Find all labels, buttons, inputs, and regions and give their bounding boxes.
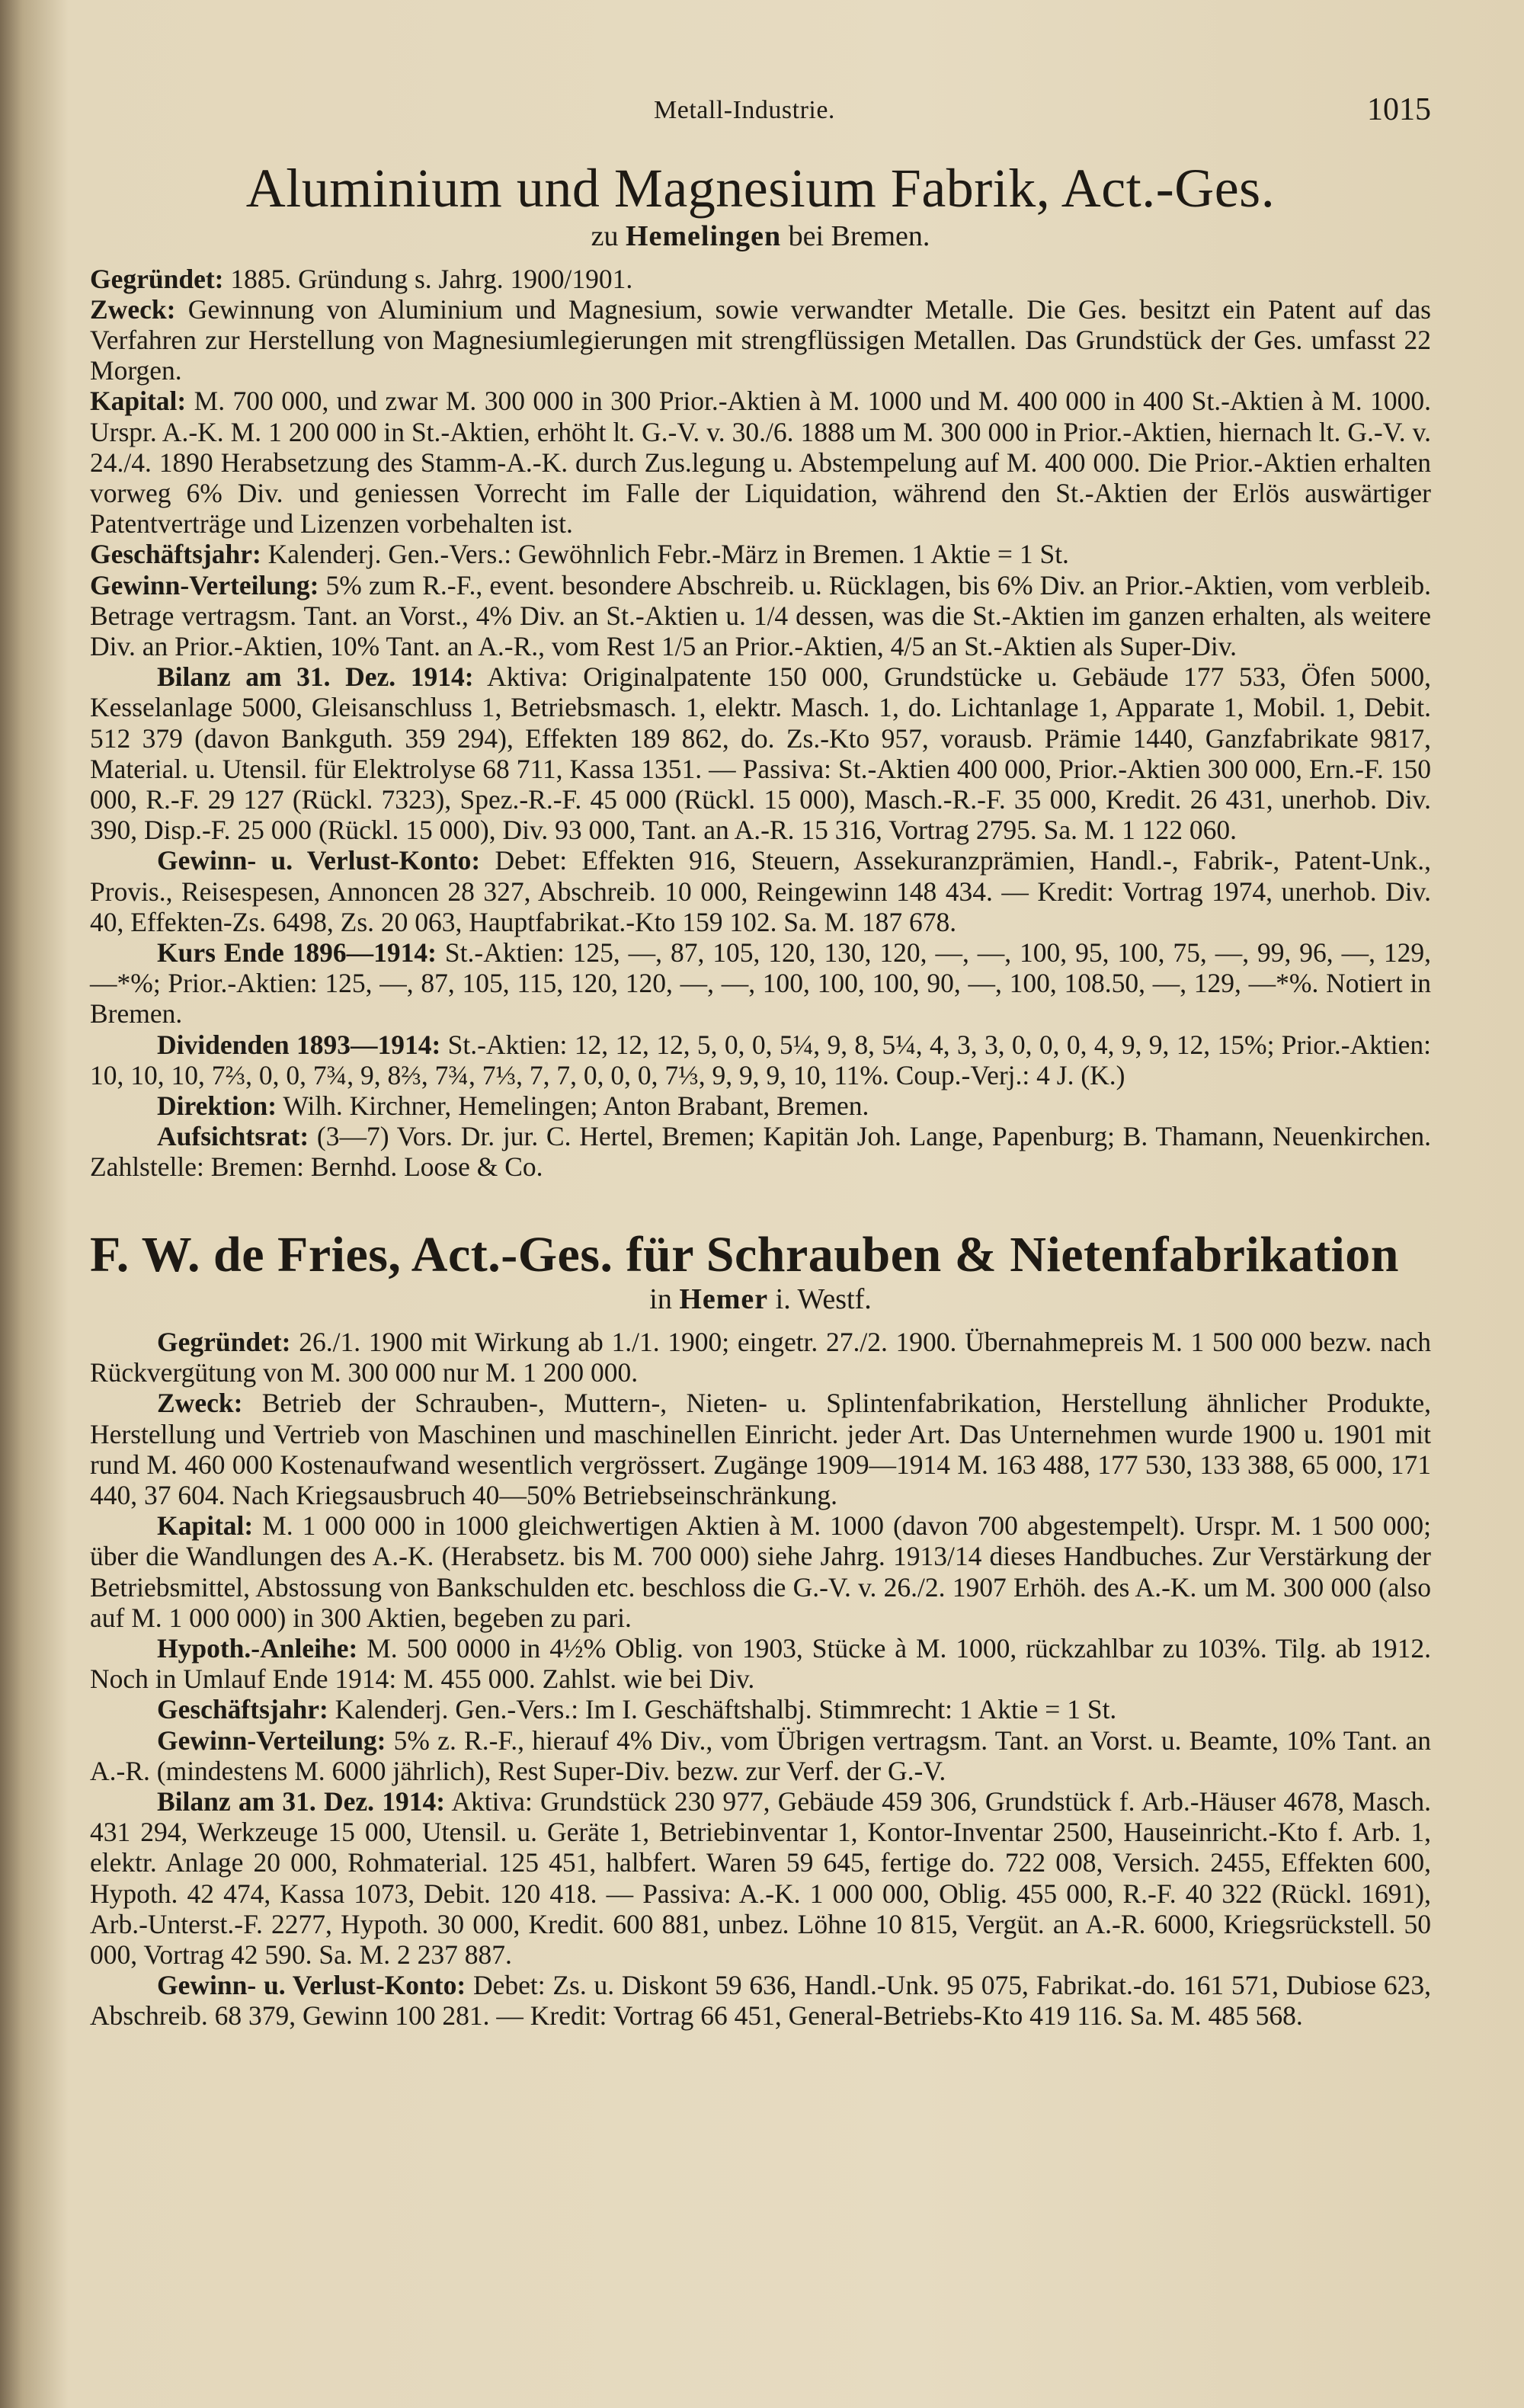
running-title: Metall-Industrie. [654, 96, 835, 124]
c2-fiscal-year: Geschäftsjahr: Kalenderj. Gen.-Vers.: Im I. Geschäftshalbj. Stimmrecht: 1 Aktie = 1 St. [157, 1694, 1117, 1725]
page-number: 1015 [1367, 92, 1431, 127]
c1-management: Direktion: Wilh. Kirchner, Hemelingen; Anton Brabant, Bremen. [157, 1090, 869, 1122]
c1-dividends: Dividenden 1893—1914: St.-Aktien: 12, 12, 12, 5, 0, 0, 5¼, 9, 8, 5¼, 4, 3, 3, 0, 0, 0, 4, 9, 9, 12, 15%; Prior.-Aktien: 10, 10, 10, 7⅔, 0, 0, 7¾, 9, 8⅔, 7¾, 7⅓, 7, 7, 0, 0, 0, 7⅓, 9, 9, 9, 10, 11%. Coup.-Verj.: 4 J. (K.) [90, 1029, 1431, 1090]
c2-founded: Gegründet: 26./1. 1900 mit Wirkung ab 1./1. 1900; eingetr. 27./2. 1900. Übernahmepreis M. 1 500 000 bezw. nach Rückvergütung von M. 300 000 nur M. 1 200 000. [90, 1326, 1431, 1388]
c1-founded: Gegründet: 1885. Gründung s. Jahrg. 1900/1901. [90, 263, 633, 294]
c1-profit-distribution: Gewinn-Verteilung: 5% zum R.-F., event. besondere Abschreib. u. Rücklagen, bis 6% Div. an Prior.-Aktien, vom verbleib. Betrage vertragsm. Tant. an Vorst., 4% Div. an St.-Aktien u. 1/4 dessen, was die St.-Aktien im ganzen erhalten, als weitere Div. an Prior.-Aktien, 10% Tant. an A.-R., vom Rest 1/5 an Prior.-Aktien, 4/5 an St.-Aktien als Super-Div. [90, 569, 1431, 662]
c2-profit-distribution: Gewinn-Verteilung: 5% z. R.-F., hierauf 4% Div., vom Übrigen vertragsm. Tant. an Vorst. u. Beamte, 10% Tant. an A.-R. (mindestens M. 6000 jährlich), Rest Super-Div. bezw. zur Verf. der G.-V. [90, 1724, 1431, 1786]
c1-balance-sheet: Bilanz am 31. Dez. 1914: Aktiva: Originalpatente 150 000, Grundstücke u. Gebäude 177 533, Öfen 5000, Kesselanlage 5000, Gleisanschluss 1, Betriebsmasch. 1, elektr. Masch. 1, do. Lichtanlage 1, Apparate 1, Mobil. 1, Debit. 512 379 (davon Bankguth. 359 294), Effekten 189 862, do. Zs.-Kto 957, vorausb. Prämie 1440, Ganzfabrikate 9817, Material. u. Utensil. für Elektrolyse 68 711, Kassa 1351. — Passiva: St.-Aktien 400 000, Prior.-Aktien 300 000, Ern.-F. 150 000, R.-F. 29 127 (Rückl. 7323), Spez.-R.-F. 45 000 (Rückl. 15 000), Masch.-R.-F. 35 000, Kredit. 26 431, unerhob. Div. 390, Disp.-F. 25 000 (Rückl. 15 000), Div. 93 000, Tant. an A.-R. 15 316, Vortrag 2795. Sa. M. 1 122 060. [90, 661, 1431, 846]
c1-fiscal-year: Geschäftsjahr: Kalenderj. Gen.-Vers.: Gewöhnlich Febr.-März in Bremen. 1 Aktie = 1 St. [90, 539, 1069, 570]
company-2-place: Hemer [679, 1282, 769, 1315]
company-1-location: zu Hemelingen bei Bremen. [591, 219, 930, 252]
c1-purpose: Zweck: Gewinnung von Aluminium und Magnesium, sowie verwandter Metalle. Die Ges. besitzt ein Patent auf das Verfahren zur Herstellung von Magnesiumlegierungen mit strengflüssigen Metallen. Das Grundstück der Ges. umfasst 22 Morgen. [90, 293, 1431, 386]
c2-profit-loss: Gewinn- u. Verlust-Konto: Debet: Zs. u. Diskont 59 636, Handl.-Unk. 95 075, Fabrikat.-do. 161 571, Dubiose 623, Abschreib. 68 379, Gewinn 100 281. — Kredit: Vortrag 66 451, General-Betriebs-Kto 419 116. Sa. M. 485 568. [90, 1970, 1431, 2032]
c2-capital: Kapital: M. 1 000 000 in 1000 gleichwertigen Aktien à M. 1000 (davon 700 abgestempelt). Urspr. M. 1 500 000; über die Wandlungen des A.-K. (Herabsetz. bis M. 700 000) siehe Jahrg. 1913/14 dieses Handbuches. Zur Verstärkung der Betriebsmittel, Abstossung von Bankschulden etc. beschloss die G.-V. v. 26./2. 1907 Erhöh. des A.-K. um M. 300 000 (also auf M. 1 000 000) in 300 Aktien, begeben zu pari. [90, 1510, 1431, 1633]
c2-balance-sheet: Bilanz am 31. Dez. 1914: Aktiva: Grundstück 230 977, Gebäude 459 306, Grundstück f. Arb.-Häuser 4678, Masch. 431 294, Werkzeuge 15 000, Utensil. u. Geräte 1, Betriebinventar 1, Kontor-Inventar 2500, Hauseinricht.-Kto f. Arb. 1, elektr. Anlage 20 000, Rohmaterial. 125 451, halbfert. Waren 59 645, fertige do. 722 008, Versich. 2455, Effekten 600, Hypoth. 42 474, Kassa 1073, Debit. 120 418. — Passiva: A.-K. 1 000 000, Oblig. 455 000, R.-F. 40 322 (Rückl. 1691), Arb.-Unterst.-F. 2277, Hypoth. 30 000, Kredit. 600 881, unbez. Löhne 10 815, Vergüt. an A.-R. 6000, Kriegsrückstell. 50 000, Vortrag 42 590. Sa. M. 2 237 887. [90, 1786, 1431, 1971]
c2-mortgage-loan: Hypoth.-Anleihe: M. 500 0000 in 4½% Oblig. von 1903, Stücke à M. 1000, rückzahlbar zu 103%. Tilg. ab 1912. Noch in Umlauf Ende 1914: M. 455 000. Zahlst. wie bei Div. [90, 1633, 1431, 1695]
company-1-title: Aluminium und Magnesium Fabrik, Act.-Ges. [245, 158, 1276, 219]
c2-purpose: Zweck: Betrieb der Schrauben-, Muttern-, Nieten- u. Splintenfabrikation, Herstellung ähnlicher Produkte, Herstellung und Vertrieb von Maschinen und maschinellen Einricht. jeder Art. Das Unternehmen wurde 1900 u. 1901 mit rund M. 460 000 Kostenaufwand wesentlich vergrössert. Zugänge 1909—1914 M. 163 488, 177 530, 133 388, 65 000, 171 440, 37 604. Nach Kriegsausbruch 40—50% Betriebseinschränkung. [90, 1388, 1431, 1510]
company-2-location: in Hemer i. Westf. [649, 1282, 872, 1315]
c1-profit-loss: Gewinn- u. Verlust-Konto: Debet: Effekten 916, Steuern, Assekuranzprämien, Handl.-, Fabrik-, Patent-Unk., Provis., Reisespesen, Annoncen 28 327, Abschreib. 10 000, Reingewinn 148 434. — Kredit: Vortrag 1974, unerhob. Div. 40, Effekten-Zs. 6498, Zs. 20 063, Hauptfabrikat.-Kto 159 102. Sa. M. 187 678. [90, 845, 1431, 937]
text-column [90, 91, 1431, 2032]
page-header [90, 91, 1431, 139]
c1-supervisory-board: Aufsichtsrat: (3—7) Vors. Dr. jur. C. Hertel, Bremen; Kapitän Joh. Lange, Papenburg; B. Thamann, Neuenkirchen. Zahlstelle: Bremen: Bernhd. Loose & Co. [90, 1121, 1431, 1183]
company-1-place: Hemelingen [625, 219, 782, 252]
c1-share-prices: Kurs Ende 1896—1914: St.-Aktien: 125, —, 87, 105, 120, 130, 120, —, —, 100, 95, 100, 75, —, 99, 96, —, 129, —*%; Prior.-Aktien: 125, —, 87, 105, 115, 120, 120, —, —, 100, 100, 100, 90, —, 100, 108.50, —, 129, —*%. Notiert in Bremen. [90, 937, 1431, 1029]
company-2-title: F. W. de Fries, Act.-Ges. für Schrauben & Nietenfabrikation [90, 1226, 1400, 1282]
c1-capital: Kapital: M. 700 000, und zwar M. 300 000 in 300 Prior.-Aktien à M. 1000 und M. 400 000 in 400 St.-Aktien à M. 1000. Urspr. A.-K. M. 1 200 000 in St.-Aktien, erhöht lt. G.-V. v. 30./6. 1888 um M. 300 000 in Prior.-Aktien, hiernach lt. G.-V. v. 24./4. 1890 Herabsetzung des Stamm-A.-K. durch Zus.legung u. Abstempelung auf M. 400 000. Die Prior.-Aktien erhalten vorweg 6% Div. und geniessen Vorrecht im Falle der Liquidation, während den St.-Aktien der Erlös auswärtiger Patentverträge und Lizenzen vorbehalten ist. [90, 386, 1431, 540]
